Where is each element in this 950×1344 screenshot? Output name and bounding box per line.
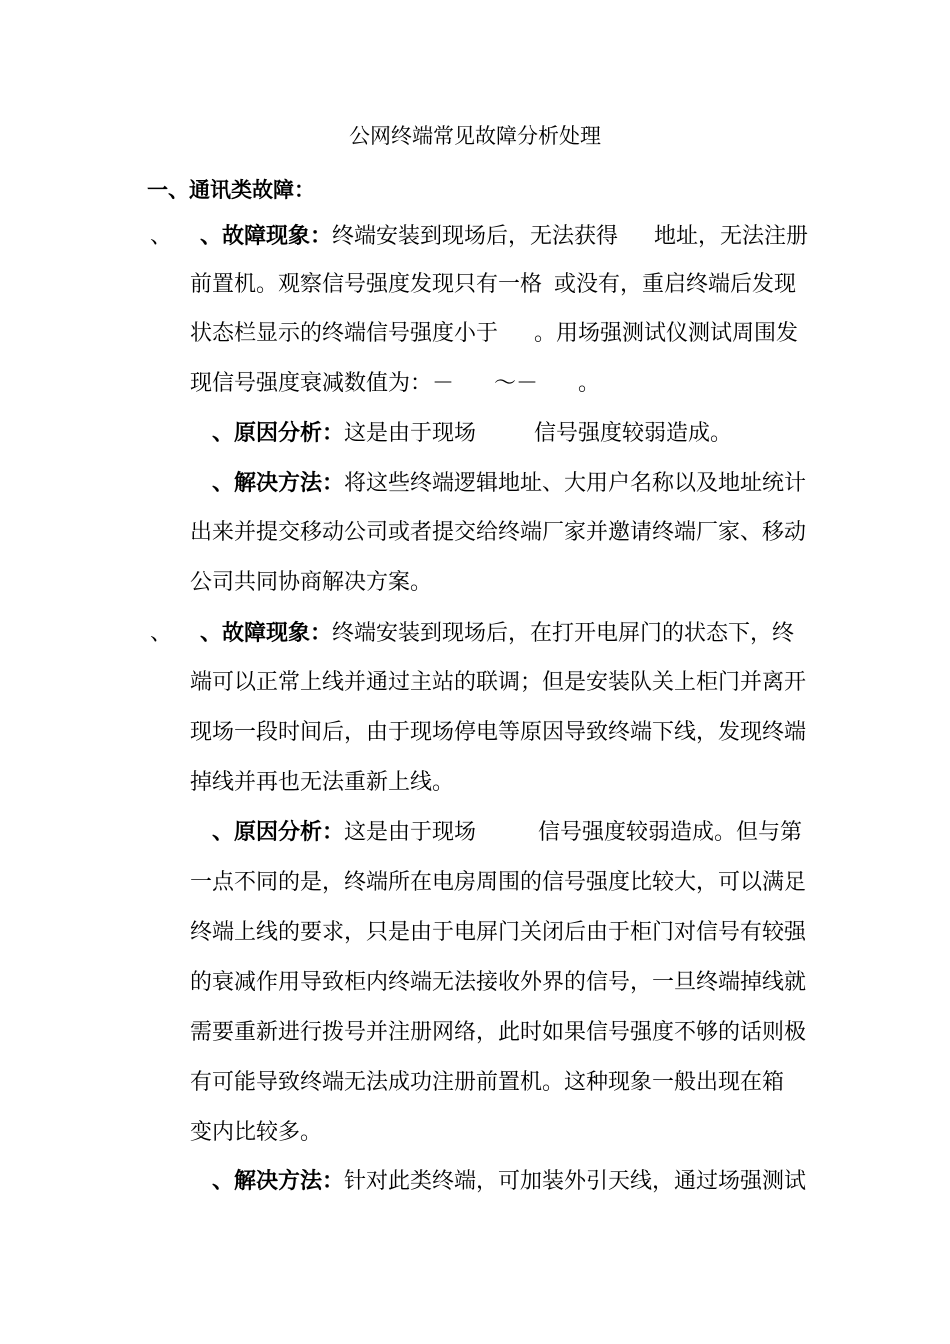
- document-title: 公网终端常见故障分析处理: [349, 124, 601, 148]
- item1-line4-b: ～－: [494, 371, 539, 396]
- item2-text-1: 终端安装到现场后，在打开电屏门的状态下，终: [332, 621, 795, 646]
- item2-line4: 掉线并再也无法重新上线。: [190, 770, 455, 795]
- cause1-text-a: 这是由于现场: [344, 421, 477, 446]
- item1-line3-b: 。用场强测试仪测试周围发: [534, 321, 799, 346]
- cause2-line5: 需要重新进行拨号并注册网络，此时如果信号强度不够的话则极: [190, 1020, 807, 1045]
- item1-line4-c: 。: [578, 371, 601, 396]
- solution1-label: 、解决方法：: [212, 471, 345, 496]
- item1-line4-a: 现信号强度衰减数值为：－: [190, 371, 455, 396]
- item1-line1: [200, 222, 808, 252]
- item2-bullet: 、: [150, 621, 173, 646]
- cause2-line1: [212, 818, 802, 848]
- solution1-text-1: 将这些终端逻辑地址、大用户名称以及地址统计: [344, 471, 807, 496]
- cause1-text-b: 信号强度较弱造成。: [534, 421, 733, 446]
- cause2-label: 、原因分析：: [212, 820, 345, 845]
- cause2-line3: 终端上线的要求，只是由于电屏门关闭后由于柜门对信号有较强: [190, 920, 807, 945]
- item2-line1: [200, 619, 794, 649]
- solution2-text-1: 针对此类终端，可加装外引天线，通过场强测试: [344, 1169, 807, 1194]
- cause2-line4: 的衰减作用导致柜内终端无法接收外界的信号，一旦终端掉线就: [190, 970, 807, 995]
- item1-label: 故障现象：: [222, 224, 333, 249]
- item1-text-b: 地址，无法注册: [654, 224, 809, 249]
- item1-marker: 、: [200, 224, 223, 249]
- item1-bullet: 、: [150, 224, 173, 249]
- solution2-line1: [212, 1167, 806, 1197]
- cause1-label: 、原因分析：: [212, 421, 345, 446]
- item2-line3: 现场一段时间后，由于现场停电等原因导致终端下线，发现终端: [190, 720, 807, 745]
- item1-line2-a: 前置机。观察信号强度发现只有一格: [190, 272, 543, 297]
- cause1-line: [212, 419, 732, 449]
- item1-text-a: 终端安装到现场后，无法获得: [332, 224, 619, 249]
- cause2-line2: 一点不同的是，终端所在电房周围的信号强度比较大，可以满足: [190, 870, 807, 895]
- item1-line4: [190, 369, 600, 399]
- cause2-text-a: 这是由于现场: [344, 820, 477, 845]
- item1-line3-a: 状态栏显示的终端信号强度小于: [190, 321, 499, 346]
- cause2-line7: 变内比较多。: [190, 1120, 323, 1145]
- cause2-text-b: 信号强度较弱造成。但与第: [538, 820, 803, 845]
- cause2-line6: 有可能导致终端无法成功注册前置机。这种现象一般出现在箱: [190, 1070, 785, 1095]
- solution1-line3: 公司共同协商解决方案。: [190, 570, 433, 595]
- item2-label: 、故障现象：: [200, 621, 333, 646]
- section-heading: 一、通讯类故障：: [147, 178, 315, 202]
- solution2-label: 、解决方法：: [212, 1169, 345, 1194]
- solution1-line2: 出来并提交移动公司或者提交给终端厂家并邀请终端厂家、移动: [190, 520, 807, 545]
- item2-line2: 端可以正常上线并通过主站的联调；但是安装队关上柜门并离开: [190, 670, 807, 695]
- item1-line2-b: 或没有，重启终端后发现: [554, 272, 797, 297]
- item1-line2: [190, 270, 796, 300]
- item1-line3: [190, 319, 798, 349]
- solution1-line1: [212, 469, 806, 499]
